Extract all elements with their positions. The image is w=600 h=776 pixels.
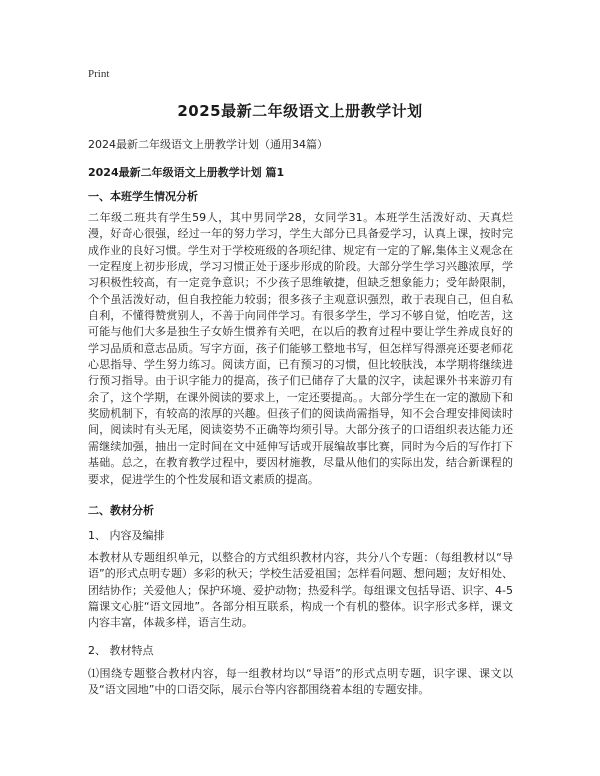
heading-student-analysis: 一、本班学生情况分析	[88, 190, 198, 203]
section-title: 2024最新二年级语文上册教学计划 篇1	[88, 166, 285, 179]
heading-textbook-analysis: 二、教材分析	[88, 504, 154, 517]
subheading-content-arrangement: 1、 内容及编排	[88, 529, 165, 542]
paragraph-content-arrangement: 本教材从专题组织单元，以整合的方式组织教材内容，共分八个专题：（每组教材以“导语”的形式点明专题）多彩的秋天；学校生活爱祖国；怎样看问题、想问题；友好相处、团结协作；关爱他人；保护环境、爱护动物；热爱科学。每组课文包括导语、识字、4-5篇课文心脏“语文园地”。各部分相互联系，构成一个有机的整体。识字形式多样，课文内容丰富，体裁多样，语言生动。	[88, 551, 513, 630]
subtitle: 2024最新二年级语文上册教学计划（通用34篇）	[88, 138, 328, 151]
paragraph-student-analysis: 二年级二班共有学生59人，其中男同学28，女同学31。本班学生活泼好动、天真烂漫，好奇心很强，经过一年的努力学习，学生大部分已具备爱学习，认真上课，按时完成作业的良好习惯。学生对于学校班级的各项纪律、规定有一定的了解,集体主义观念在一定程度上初步形成，学习习惯正处于逐步形成的阶段。大部分学生学习兴趣浓厚，学习积极性较高，有一定竞争意识；不少孩子思维敏捷，但缺乏想象能力；受年龄限制，个个虽活泼好动，但自我控能力较弱；很多孩子主观意识强烈，敢于表现自己，但自私自利，不懂得赞赏别人，不善于向同伴学习。有很多学生，学习不够自觉，怕吃苦，这可能与他们大多是独生子女娇生惯养有关吧，在以后的教育过程中要让学生养成良好的学习品质和意志品质。写字方面，孩子们能够工整地书写，但怎样写得漂亮还要老师花心思指导、学生努力练习。阅读方面，已有预习的习惯，但比较肤浅，本学期将继续进行预习指导。由于识字能力的提高，孩子们已储存了大量的汉字，读起课外书来游刃有余了，这个学期，在课外阅读的要求上，一定还要提高。。大部分学生在一定的激励下和奖励机制下，有较高的浓厚的兴趣。但孩子们的阅读尚需指导，知不会合理安排阅读时间，阅读时有头无尾，阅读姿势不正确等均须引导。大部分孩子的口语组织表达能力还需继续加强，抽出一定时间在文中延伸写话或开展编故事比赛，同时为今后的写作打下基础。总之，在教育教学过程中，要因材施教，尽量从他们的实际出发，结合新课程的要求，促进学生的个性发展和语文素质的提高。	[88, 211, 513, 486]
paragraph-textbook-features: ⑴围绕专题整合教材内容，每一组教材均以“导语”的形式点明专题，识字课、课文以及“语文园地”中的口语交际，展示台等内容都围绕着本组的专题安排。	[88, 667, 513, 697]
print-label: Print	[88, 68, 110, 80]
page-title: 2025最新二年级语文上册教学计划	[177, 102, 423, 120]
subheading-textbook-features: 2、 教材特点	[88, 644, 154, 657]
